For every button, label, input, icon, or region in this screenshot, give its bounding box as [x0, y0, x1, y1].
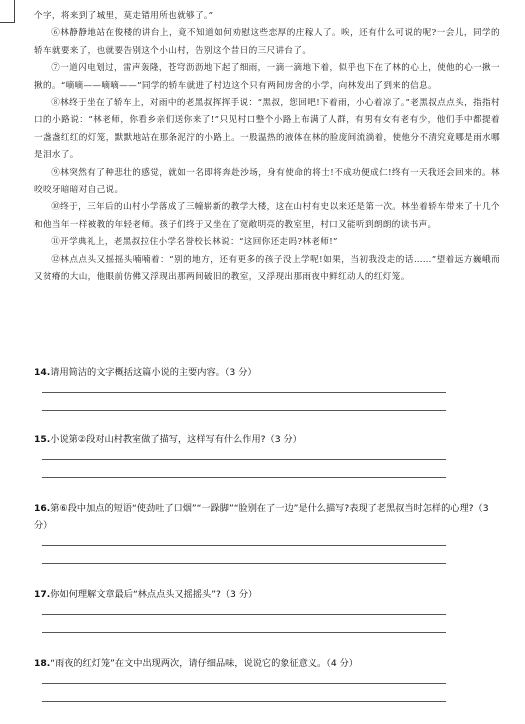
question-17	[34, 586, 500, 633]
story-paragraph-11: ⑪开学典礼上，老黑叔拉住小学名誉校长林说：“这回你还走吗?林老师!”	[51, 237, 338, 248]
page-corner-mark	[0, 0, 15, 23]
question-number: 17.	[34, 589, 51, 600]
question-text: “雨夜的红灯笼”在文中出现两次，请仔细品味，说说它的象征意义。（4 分）	[50, 658, 358, 669]
answer-line[interactable]	[42, 392, 446, 393]
question-number: 15.	[34, 434, 51, 445]
question-16	[34, 500, 500, 564]
answer-line[interactable]	[42, 563, 446, 564]
question-number: 14.	[34, 367, 51, 378]
answer-line[interactable]	[42, 545, 446, 546]
answer-line[interactable]	[42, 459, 446, 460]
answer-line[interactable]	[42, 477, 446, 478]
question-18	[34, 655, 500, 702]
question-text: 你如何理解文章最后“林点点头又摇摇头”?（3 分）	[50, 589, 258, 600]
story-paragraph-6: ⑥林静静地站在俊楼的讲台上，竟不知道如何劝慰这些恋厚的庄稼人了。唉，还有什么可说的呢?一会儿，同学的轿车就要来了，也就要告别这个小山村，告别这个昔日的三尺讲台了。	[34, 28, 500, 56]
question-number: 16.	[34, 503, 51, 514]
answer-line[interactable]	[42, 614, 446, 615]
answer-line[interactable]	[42, 632, 446, 633]
question-text: 小说第②段对山村教室做了描写，这样写有什么作用?（3 分）	[50, 434, 302, 445]
story-paragraph-12: ⑫林点点头又摇摇头喃喃着：“别的地方，还有更多的孩子没上学呢!如果，当初我没走的话……”望着远方巍峨而又贫瘠的大山，他眼前仿佛又浮现出那两间破旧的教室，又浮现出那雨夜中鲜红动人的红灯笼。	[34, 254, 500, 283]
story-paragraph-10: ⑩终于，三年后的山村小学落成了三幢崭新的教学大楼，这在山村有史以来还是第一次。林坐着轿车带来了十几个和他当年一样被教的年轻老师。孩子们终于又坐在了宽敞明亮的教室里，村口又能听到朗朗的读书声。	[34, 202, 500, 230]
answer-line[interactable]	[42, 701, 446, 702]
question-text: 请用简洁的文字概括这篇小说的主要内容。（3 分）	[50, 367, 257, 378]
story-text	[34, 8, 500, 287]
questions-section	[34, 364, 500, 702]
story-paragraph-8: ⑧林终于坐在了轿车上，对雨中的老黑叔挥挥手说：“黑叔，您回吧!下着雨，小心着凉了。”老黑叔点点头，指指村口的小路说：“林老师，你看乡亲们送你来了!”只见村口整个小路上布满了人群，有男有女有老有少，他们手中都提着一盏盏红红的灯笼，默默地站在那条泥泞的小路上。一股温热的液体在林的脸庞间流淌着，使他分不清究竟哪是雨水哪是泪水了。	[34, 98, 500, 161]
answer-line[interactable]	[42, 683, 446, 684]
question-number: 18.	[34, 658, 51, 669]
question-15	[34, 431, 500, 478]
question-14	[34, 364, 500, 411]
answer-line[interactable]	[42, 410, 446, 411]
story-paragraph-9: ⑨林突然有了种悲壮的感觉，就如一名即将奔赴沙场，身有使命的将士!不成功便成仁!终有一天我还会回来的。林咬咬牙暗暗对自己说。	[34, 167, 500, 196]
story-paragraph-7: ⑦一道闪电划过，雷声轰隆，苍穹沥沥地下起了细雨，一滴一滴地下着，似乎也下在了林的心上，使他的心一揪一揪的。“嘀嘀——嘀嘀——”同学的轿车就进了村边这个只有两间房舍的小学，向林发出了到来的信息。	[34, 63, 500, 91]
story-paragraph-5-end: 个字，将来到了城里，莫走错用所也就够了。”	[34, 11, 214, 21]
question-text: 第⑥段中加点的短语“使劲吐了口烟”“一跺脚”“脸别在了一边”是什么描写?表现了老黑叔当时怎样的心理?（3 分）	[34, 503, 489, 531]
